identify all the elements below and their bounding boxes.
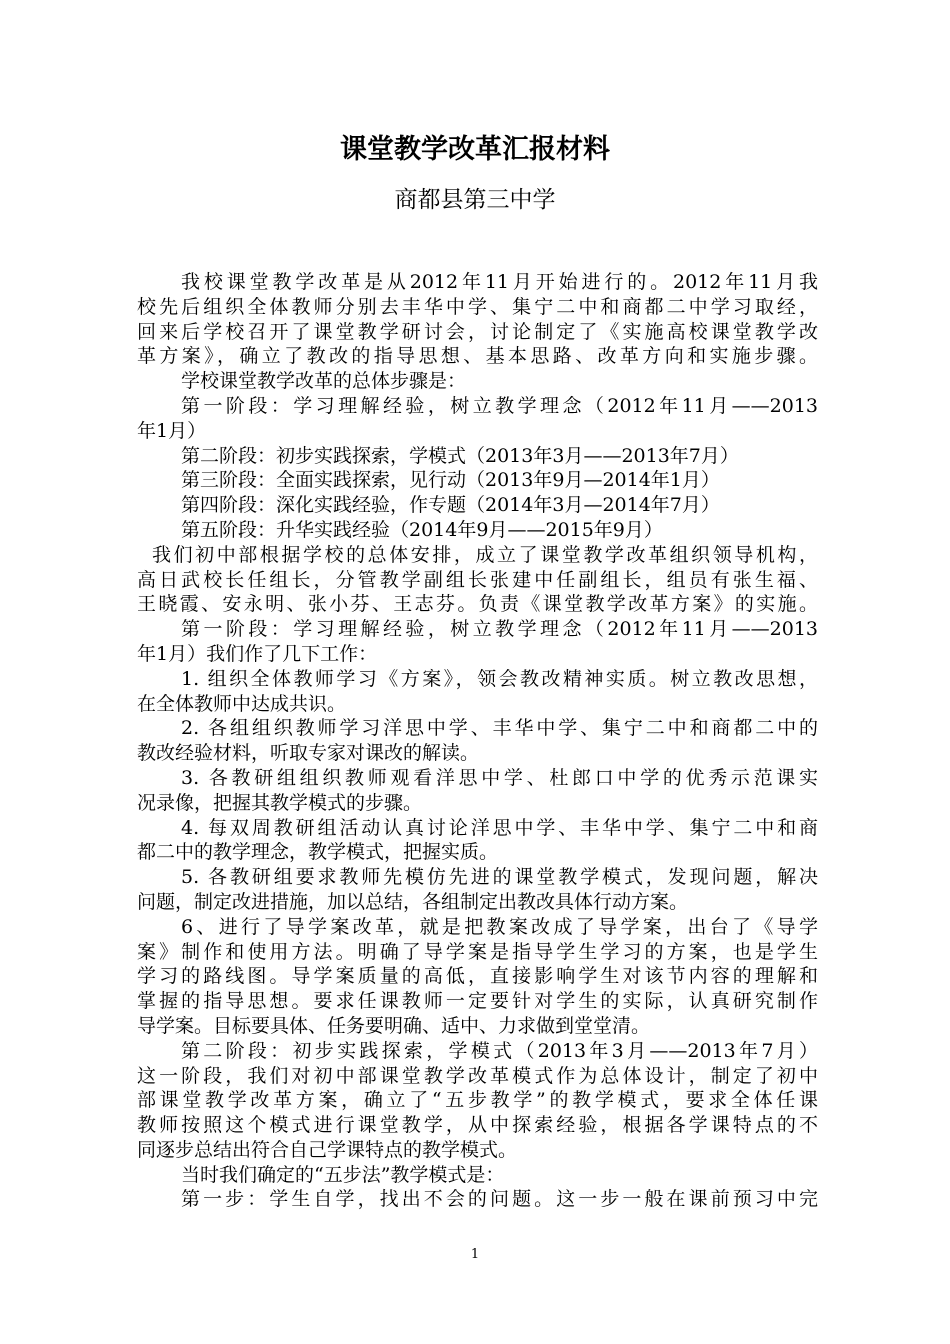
- text-line: 回来后学校召开了课堂教学研讨会，讨论制定了《实施高校课堂教学改: [137, 320, 818, 343]
- text-line: 第一阶段：学习理解经验，树立教学理念（2012年11月——2013: [181, 618, 818, 641]
- text-line: 第五阶段：升华实践经验（2014年9月——2015年9月）: [181, 518, 663, 541]
- text-line: 第一步：学生自学，找出不会的问题。这一步一般在课前预习中完: [181, 1188, 818, 1211]
- text-line: 革方案》，确立了教改的指导思想、基本思路、改革方向和实施步骤。: [137, 345, 818, 368]
- text-line: 校先后组织全体教师分别去丰华中学、集宁二中和商都二中学习取经，: [137, 295, 818, 318]
- text-line: 6、进行了导学案改革，就是把教案改成了导学案，出台了《导学: [181, 915, 818, 938]
- text-line: 我们初中部根据学校的总体安排，成立了课堂教学改革组织领导机构，: [152, 543, 818, 566]
- document-subtitle: 商都县第三中学: [394, 187, 556, 213]
- text-line: 导学案。目标要具体、任务要明确、适中、力求做到堂堂清。: [137, 1014, 651, 1037]
- text-line: 第二阶段：初步实践探索，学模式（2013年3月——2013年7月）: [181, 1039, 818, 1062]
- text-line: 我校课堂教学改革是从2012年11月开始进行的。2012年11月我: [181, 271, 818, 293]
- text-line: 都二中的教学理念，教学模式，把握实质。: [137, 841, 499, 864]
- text-line: 问题，制定改进措施，加以总结，各组制定出教改具体行动方案。: [137, 890, 689, 913]
- document-title: 课堂教学改革汇报材料: [340, 134, 610, 165]
- text-line: 王晓霞、安永明、张小芬、王志芬。负责《课堂教学改革方案》的实施。: [137, 593, 818, 616]
- text-line: 同逐步总结出符合自己学课特点的教学模式。: [137, 1138, 518, 1161]
- text-line: 高日武校长任组长，分管教学副组长张建中任副组长，组员有张生福、: [137, 568, 818, 591]
- text-line: 第三阶段：全面实践探索，见行动（2013年9月—2014年1月）: [181, 469, 720, 492]
- text-line: 况录像，把握其教学模式的步骤。: [137, 791, 423, 814]
- text-line: 2. 各组组织教师学习洋思中学、丰华中学、集宁二中和商都二中的: [181, 717, 818, 740]
- text-line: 5. 各教研组要求教师先模仿先进的课堂教学模式，发现问题，解决: [181, 866, 818, 889]
- page-number: 1: [470, 1247, 480, 1262]
- text-line: 学校课堂教学改革的总体步骤是：: [181, 370, 467, 393]
- text-line: 教师按照这个模式进行课堂教学，从中探索经验，根据各学课特点的不: [137, 1114, 818, 1137]
- text-line: 第四阶段：深化实践经验，作专题（2014年3月—2014年7月）: [181, 494, 720, 517]
- text-line: 4. 每双周教研组活动认真讨论洋思中学、丰华中学、集宁二中和商: [181, 816, 818, 839]
- text-line: 教改经验材料，听取专家对课改的解读。: [137, 742, 480, 765]
- document-body: [137, 270, 818, 1212]
- text-line: 案》制作和使用方法。明确了导学案是指导学生学习的方案，也是学生: [137, 940, 818, 963]
- text-line: 第一阶段：学习理解经验，树立教学理念（2012年11月——2013: [181, 394, 818, 417]
- text-line: 学习的路线图。导学案质量的高低，直接影响学生对该节内容的理解和: [137, 965, 818, 988]
- text-line: 部课堂教学改革方案，确立了“五步教学”的教学模式，要求全体任课: [137, 1089, 818, 1112]
- text-line: 第二阶段：初步实践探索，学模式（2013年3月——2013年7月）: [181, 444, 739, 467]
- text-line: 年1月）: [137, 419, 207, 442]
- text-line: 这一阶段，我们对初中部课堂教学改革模式作为总体设计，制定了初中: [137, 1064, 818, 1087]
- text-line: 1. 组织全体教师学习《方案》，领会教改精神实质。树立教改思想，: [181, 667, 818, 690]
- text-line: 年1月）我们作了几下工作：: [137, 642, 378, 665]
- text-line: 当时我们确定的“五步法”教学模式是：: [181, 1163, 505, 1186]
- text-line: 掌握的指导思想。要求任课教师一定要针对学生的实际，认真研究制作: [137, 990, 818, 1013]
- text-line: 3. 各教研组组织教师观看洋思中学、杜郎口中学的优秀示范课实: [181, 766, 818, 789]
- text-line: 在全体教师中达成共识。: [137, 692, 347, 715]
